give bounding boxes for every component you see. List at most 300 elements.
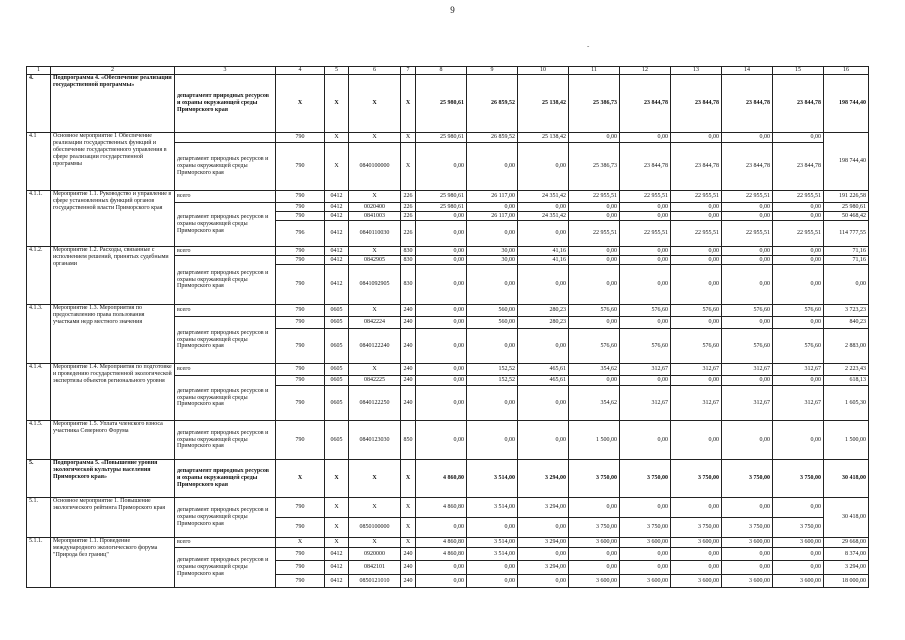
table-cell: 191 226,58 [824, 191, 869, 203]
table-cell: 3 723,23 [824, 305, 869, 317]
table-cell: 3 294,00 [518, 460, 569, 498]
table-cell: 0,00 [569, 548, 620, 561]
table-cell: 25 980,61 [824, 203, 869, 212]
table-cell: 790 [276, 498, 325, 518]
table-cell: 560,00 [467, 317, 518, 329]
column-header: 1 [27, 67, 51, 75]
table-cell: 71,16 [824, 256, 869, 265]
table-cell: 0412 [325, 191, 349, 203]
table-cell: 0,00 [722, 548, 773, 561]
table-cell: 790 [276, 212, 325, 221]
table-cell: 790 [276, 386, 325, 421]
table-cell: 5.1.1. [27, 538, 51, 588]
table-cell: 25 386,73 [569, 143, 620, 191]
table-cell: 4 860,80 [416, 460, 467, 498]
table-cell: 22 955,51 [620, 191, 671, 203]
table-cell: 0,00 [722, 421, 773, 460]
table-cell: X [349, 75, 401, 133]
table-cell: X [325, 460, 349, 498]
table-cell: 465,61 [518, 376, 569, 386]
table-cell: 25 980,61 [416, 191, 467, 203]
table-cell: 0,00 [518, 329, 569, 364]
table-cell: 0,00 [416, 329, 467, 364]
table-cell: 0,00 [416, 212, 467, 221]
table-cell: 22 955,51 [620, 221, 671, 247]
table-cell: 4 860,80 [416, 498, 467, 518]
table-cell: 0605 [325, 305, 349, 317]
table-cell: 576,60 [722, 329, 773, 364]
table-cell: 3 600,00 [620, 575, 671, 588]
table-cell: 0,00 [416, 247, 467, 256]
table-cell: 0,00 [467, 561, 518, 575]
table-cell: 0841092905 [349, 265, 401, 305]
table-cell: 4.1.5. [27, 421, 51, 460]
table-cell: 0,00 [671, 421, 722, 460]
table-cell: 0,00 [518, 143, 569, 191]
table-cell: 226 [401, 191, 416, 203]
table-cell: X [349, 133, 401, 143]
table-cell: 790 [276, 247, 325, 256]
table-cell: 312,67 [773, 386, 824, 421]
column-header: 11 [569, 67, 620, 75]
table-cell: 3 750,00 [569, 460, 620, 498]
table-cell: 0,00 [722, 317, 773, 329]
table-cell: 240 [401, 305, 416, 317]
table-cell: 0,00 [773, 376, 824, 386]
table-cell: 18 000,00 [824, 575, 869, 588]
table-cell: всего [175, 538, 276, 548]
table-cell: 4.1.3. [27, 305, 51, 364]
table-cell: 0,00 [467, 329, 518, 364]
table-cell: 3 600,00 [569, 538, 620, 548]
table-cell: 4.1 [27, 133, 51, 191]
table-cell: 4.1.1. [27, 191, 51, 247]
table-cell: 0412 [325, 247, 349, 256]
table-cell: 3 600,00 [671, 575, 722, 588]
table-cell: 850 [401, 421, 416, 460]
table-cell: X [401, 518, 416, 538]
table-cell: 0,00 [671, 247, 722, 256]
table-cell: 3 294,00 [518, 561, 569, 575]
table-cell: 226 [401, 212, 416, 221]
table-cell: 560,00 [467, 305, 518, 317]
table-cell: 3 294,00 [518, 538, 569, 548]
table-cell: X [276, 538, 325, 548]
table-row [27, 305, 869, 317]
table-cell: 312,67 [620, 386, 671, 421]
column-header: 15 [773, 67, 824, 75]
table-cell: 0,00 [569, 203, 620, 212]
table-cell: 0,00 [467, 265, 518, 305]
table-cell: департамент природных ресурсов и охраны окружающей среды Приморского края [175, 317, 276, 364]
table-cell: 3 750,00 [620, 460, 671, 498]
table-cell: 0,00 [416, 305, 467, 317]
table-cell: 0,00 [518, 518, 569, 538]
table-cell: 0,00 [416, 364, 467, 376]
table-cell: 240 [401, 364, 416, 376]
table-cell: 1 605,30 [824, 386, 869, 421]
table-cell: 576,60 [671, 329, 722, 364]
table-cell: 0,00 [671, 203, 722, 212]
table-cell: 5.1. [27, 498, 51, 538]
table-row [27, 191, 869, 203]
table-cell: 25 386,73 [569, 75, 620, 133]
table-cell: Основное мероприятие 1. Повышение экологического рейтинга Приморского края [51, 498, 175, 538]
table-cell: 0605 [325, 317, 349, 329]
table-cell: 0605 [325, 364, 349, 376]
table-cell: 4. [27, 75, 51, 133]
table-cell: 0,00 [722, 133, 773, 143]
table-cell: Мероприятие 1.5. Уплата членского взноса участника Северного Форума [51, 421, 175, 460]
table-cell: 0,00 [416, 256, 467, 265]
table-cell: X [276, 460, 325, 498]
table-cell: 3 600,00 [722, 575, 773, 588]
table-cell: департамент природных ресурсов и охраны окружающей среды Приморского края [175, 376, 276, 421]
table-cell: Мероприятие 1.3. Мероприятия по предоставлению права пользования участками недр местного значения [51, 305, 175, 364]
table-cell: 0,00 [416, 518, 467, 538]
table-cell: 790 [276, 421, 325, 460]
table-cell: 4.1.2. [27, 247, 51, 305]
table-cell: 4 860,80 [416, 538, 467, 548]
table-cell: 0,00 [773, 548, 824, 561]
table-cell: 790 [276, 575, 325, 588]
table-cell: 576,60 [569, 305, 620, 317]
table-cell: 3 294,00 [824, 561, 869, 575]
table-cell: 23 844,78 [620, 143, 671, 191]
table-cell: 0,00 [722, 212, 773, 221]
table-cell: 240 [401, 561, 416, 575]
table-cell: 3 750,00 [671, 460, 722, 498]
table-cell: 790 [276, 203, 325, 212]
table-cell: Мероприятие 1.1. Проведение международного экологического форума "Природа без границ" [51, 538, 175, 588]
table-cell: 0,00 [569, 376, 620, 386]
table-cell: 0,00 [569, 133, 620, 143]
table-cell: 790 [276, 561, 325, 575]
table-cell: 0,00 [773, 265, 824, 305]
table-cell: 23 844,78 [671, 75, 722, 133]
table-cell: 0840122250 [349, 386, 401, 421]
table-cell: X [349, 305, 401, 317]
table-cell: 0,00 [773, 247, 824, 256]
table-cell: 3 750,00 [773, 460, 824, 498]
table-cell: 0,00 [773, 561, 824, 575]
table-cell: 240 [401, 548, 416, 561]
table-cell: 312,67 [722, 386, 773, 421]
table-cell: 0,00 [620, 203, 671, 212]
table-cell: 240 [401, 317, 416, 329]
table-cell: 840,23 [824, 317, 869, 329]
table-cell: 0842905 [349, 256, 401, 265]
table-cell: 0841003 [349, 212, 401, 221]
table-cell: 0,00 [722, 256, 773, 265]
table-cell: 240 [401, 386, 416, 421]
column-header: 16 [824, 67, 869, 75]
table-cell: 354,62 [569, 364, 620, 376]
table-cell: всего [175, 247, 276, 256]
table-cell: 790 [276, 548, 325, 561]
table-cell: 24 351,42 [518, 191, 569, 203]
table-cell: 26 859,52 [467, 133, 518, 143]
table-cell: 0,00 [467, 203, 518, 212]
table-cell: 312,67 [671, 364, 722, 376]
column-header: 3 [175, 67, 276, 75]
table-cell: X [349, 460, 401, 498]
table-cell: 0412 [325, 548, 349, 561]
column-header: 4 [276, 67, 325, 75]
table-cell: 22 955,51 [773, 221, 824, 247]
table-cell: X [401, 538, 416, 548]
table-cell: 25 138,42 [518, 133, 569, 143]
table-cell: 0412 [325, 561, 349, 575]
table-cell: 312,67 [671, 386, 722, 421]
table-cell: 41,16 [518, 247, 569, 256]
table-cell [175, 133, 276, 143]
table-cell: всего [175, 364, 276, 376]
table-cell: 1 500,00 [569, 421, 620, 460]
table-cell: 0605 [325, 421, 349, 460]
table-cell: Подпрограмма 4. «Обеспечение реализации государственной программы» [51, 75, 175, 133]
page-mark: - [587, 42, 590, 50]
table-cell: 30 418,00 [824, 498, 869, 538]
table-cell: 0,00 [416, 265, 467, 305]
table-cell: 0842225 [349, 376, 401, 386]
table-cell: 198 744,40 [824, 133, 869, 191]
table-cell: 0,00 [620, 265, 671, 305]
table-cell: X [349, 364, 401, 376]
table-cell: X [401, 75, 416, 133]
table-cell: 0,00 [671, 498, 722, 518]
table-cell: 240 [401, 329, 416, 364]
budget-table [26, 66, 869, 588]
table-cell: 576,60 [773, 329, 824, 364]
table-cell: X [325, 143, 349, 191]
table-cell: 0,00 [467, 221, 518, 247]
table-cell: 3 514,00 [467, 460, 518, 498]
table-row [27, 460, 869, 498]
table-cell: X [349, 247, 401, 256]
table-cell: X [276, 75, 325, 133]
table-cell: 0,00 [773, 421, 824, 460]
table-cell: 0,00 [620, 548, 671, 561]
table-cell: 465,61 [518, 364, 569, 376]
table-cell: 0,00 [620, 317, 671, 329]
table-cell: 312,67 [773, 364, 824, 376]
table-cell: 0,00 [416, 421, 467, 460]
table-cell: 280,23 [518, 305, 569, 317]
table-cell: 29 668,00 [824, 538, 869, 548]
table-cell: 0020400 [349, 203, 401, 212]
table-cell: 790 [276, 518, 325, 538]
table-row [27, 498, 869, 518]
table-cell: 0,00 [518, 548, 569, 561]
table-cell: 0,00 [416, 143, 467, 191]
table-cell: 3 750,00 [620, 518, 671, 538]
table-cell: 280,23 [518, 317, 569, 329]
table-cell: 0,00 [722, 376, 773, 386]
table-cell: 3 600,00 [671, 538, 722, 548]
table-cell: 3 750,00 [722, 460, 773, 498]
table-cell: 0,00 [773, 256, 824, 265]
table-cell: 790 [276, 376, 325, 386]
table-cell: 0,00 [620, 256, 671, 265]
table-cell: 0,00 [722, 561, 773, 575]
table-cell: 576,60 [671, 305, 722, 317]
table-cell: X [401, 133, 416, 143]
table-cell: 23 844,78 [620, 75, 671, 133]
table-cell: 830 [401, 247, 416, 256]
table-cell: 0,00 [569, 247, 620, 256]
table-cell: 0412 [325, 575, 349, 588]
table-cell: X [401, 498, 416, 518]
table-row [27, 247, 869, 256]
page-number: 9 [450, 5, 455, 15]
table-cell: 22 955,51 [722, 221, 773, 247]
table-cell: Мероприятие 1.4. Мероприятия по подготовке и проведению государственной экологической экспертизы объектов регионального уровня [51, 364, 175, 421]
table-cell: 198 744,40 [824, 75, 869, 133]
table-cell: 3 514,00 [467, 538, 518, 548]
table-cell: 0,00 [722, 203, 773, 212]
table-cell: 0840122240 [349, 329, 401, 364]
table-cell: 25 980,61 [416, 133, 467, 143]
table-cell: 576,60 [620, 305, 671, 317]
table-cell: 0,00 [569, 498, 620, 518]
table-cell: 0,00 [773, 133, 824, 143]
table-cell: 23 844,78 [722, 143, 773, 191]
table-cell: 0,00 [671, 561, 722, 575]
table-cell: 0,00 [467, 518, 518, 538]
table-cell: 0,00 [773, 498, 824, 518]
table-cell: 0,00 [671, 265, 722, 305]
table-cell: 22 955,51 [773, 191, 824, 203]
table-cell: 3 600,00 [773, 538, 824, 548]
table-cell: 0,00 [569, 212, 620, 221]
column-header: 7 [401, 67, 416, 75]
table-cell: 830 [401, 256, 416, 265]
table-cell: 0,00 [467, 143, 518, 191]
table-cell: 5. [27, 460, 51, 498]
table-cell: 23 844,78 [773, 75, 824, 133]
table-cell: 0,00 [569, 256, 620, 265]
table-cell: 0,00 [671, 317, 722, 329]
table-cell: всего [175, 191, 276, 203]
table-cell: 0412 [325, 265, 349, 305]
table-cell: 0,00 [416, 317, 467, 329]
table-cell: 576,60 [569, 329, 620, 364]
table-cell: 0412 [325, 212, 349, 221]
table-row [27, 133, 869, 143]
table-cell: 50 468,42 [824, 212, 869, 221]
table-cell: 830 [401, 265, 416, 305]
table-cell: 30 418,00 [824, 460, 869, 498]
table-cell: 24 351,42 [518, 212, 569, 221]
table-cell: 796 [276, 221, 325, 247]
table-cell: 312,67 [620, 364, 671, 376]
column-header: 14 [722, 67, 773, 75]
table-cell: 226 [401, 221, 416, 247]
table-cell: 240 [401, 376, 416, 386]
table-cell: 0,00 [416, 575, 467, 588]
table-cell: 0,00 [518, 203, 569, 212]
table-row [27, 421, 869, 460]
table-cell: 790 [276, 317, 325, 329]
table-cell: X [325, 538, 349, 548]
table-cell: 0,00 [671, 256, 722, 265]
table-cell: 0,00 [671, 212, 722, 221]
table-cell: 0,00 [518, 265, 569, 305]
table-cell: 0,00 [569, 561, 620, 575]
table-cell: Подпрограмма 5. «Повышение уровня экологической культуры населения Приморского края» [51, 460, 175, 498]
column-header: 8 [416, 67, 467, 75]
table-cell: 0412 [325, 256, 349, 265]
table-cell: 0,00 [467, 421, 518, 460]
table-cell: 152,52 [467, 376, 518, 386]
table-cell: 22 955,51 [569, 191, 620, 203]
table-cell: 0412 [325, 203, 349, 212]
table-cell: 0,00 [518, 421, 569, 460]
table-cell: 25 980,61 [416, 75, 467, 133]
table-cell: департамент природных ресурсов и охраны окружающей среды Приморского края [175, 75, 276, 133]
table-cell: 22 955,51 [569, 221, 620, 247]
table-cell: 790 [276, 265, 325, 305]
table-cell: 41,16 [518, 256, 569, 265]
table-cell: 0,00 [620, 498, 671, 518]
table-cell: 0,00 [620, 212, 671, 221]
table-cell: 0,00 [773, 203, 824, 212]
table-cell: 0920000 [349, 548, 401, 561]
table-row [27, 364, 869, 376]
table-cell: 152,52 [467, 364, 518, 376]
table-cell: 3 514,00 [467, 498, 518, 518]
table-cell: 30,00 [467, 247, 518, 256]
table-cell: 0840110030 [349, 221, 401, 247]
table-cell: всего [175, 305, 276, 317]
table-cell: 0,00 [416, 376, 467, 386]
table-cell: X [401, 460, 416, 498]
table-cell: 312,67 [722, 364, 773, 376]
table-cell: 0,00 [620, 247, 671, 256]
table-cell: 0,00 [467, 386, 518, 421]
table-cell: 3 750,00 [671, 518, 722, 538]
table-cell: 26 117,00 [467, 191, 518, 203]
table-cell: 25 138,42 [518, 75, 569, 133]
table-cell: 22 955,51 [722, 191, 773, 203]
table-cell: 576,60 [773, 305, 824, 317]
table-cell: 0,00 [671, 376, 722, 386]
table-cell: 3 600,00 [722, 538, 773, 548]
table-cell: 26 117,00 [467, 212, 518, 221]
table-cell: 0,00 [620, 421, 671, 460]
table-cell: 0,00 [416, 561, 467, 575]
table-cell: 0,00 [620, 133, 671, 143]
table-cell: X [349, 538, 401, 548]
table-cell: департамент природных ресурсов и охраны окружающей среды Приморского края [175, 498, 276, 538]
table-cell: 0,00 [773, 317, 824, 329]
table-cell: 790 [276, 305, 325, 317]
table-cell: 0842101 [349, 561, 401, 575]
table-cell: 22 955,51 [671, 191, 722, 203]
table-cell: X [401, 143, 416, 191]
table-cell: 576,60 [620, 329, 671, 364]
table-cell: 790 [276, 329, 325, 364]
column-header: 5 [325, 67, 349, 75]
table-cell: 3 750,00 [722, 518, 773, 538]
table-cell: 790 [276, 364, 325, 376]
table-cell: 0,00 [416, 386, 467, 421]
column-header: 6 [349, 67, 401, 75]
column-header: 10 [518, 67, 569, 75]
table-cell: 30,00 [467, 256, 518, 265]
table-cell: 0,00 [620, 376, 671, 386]
